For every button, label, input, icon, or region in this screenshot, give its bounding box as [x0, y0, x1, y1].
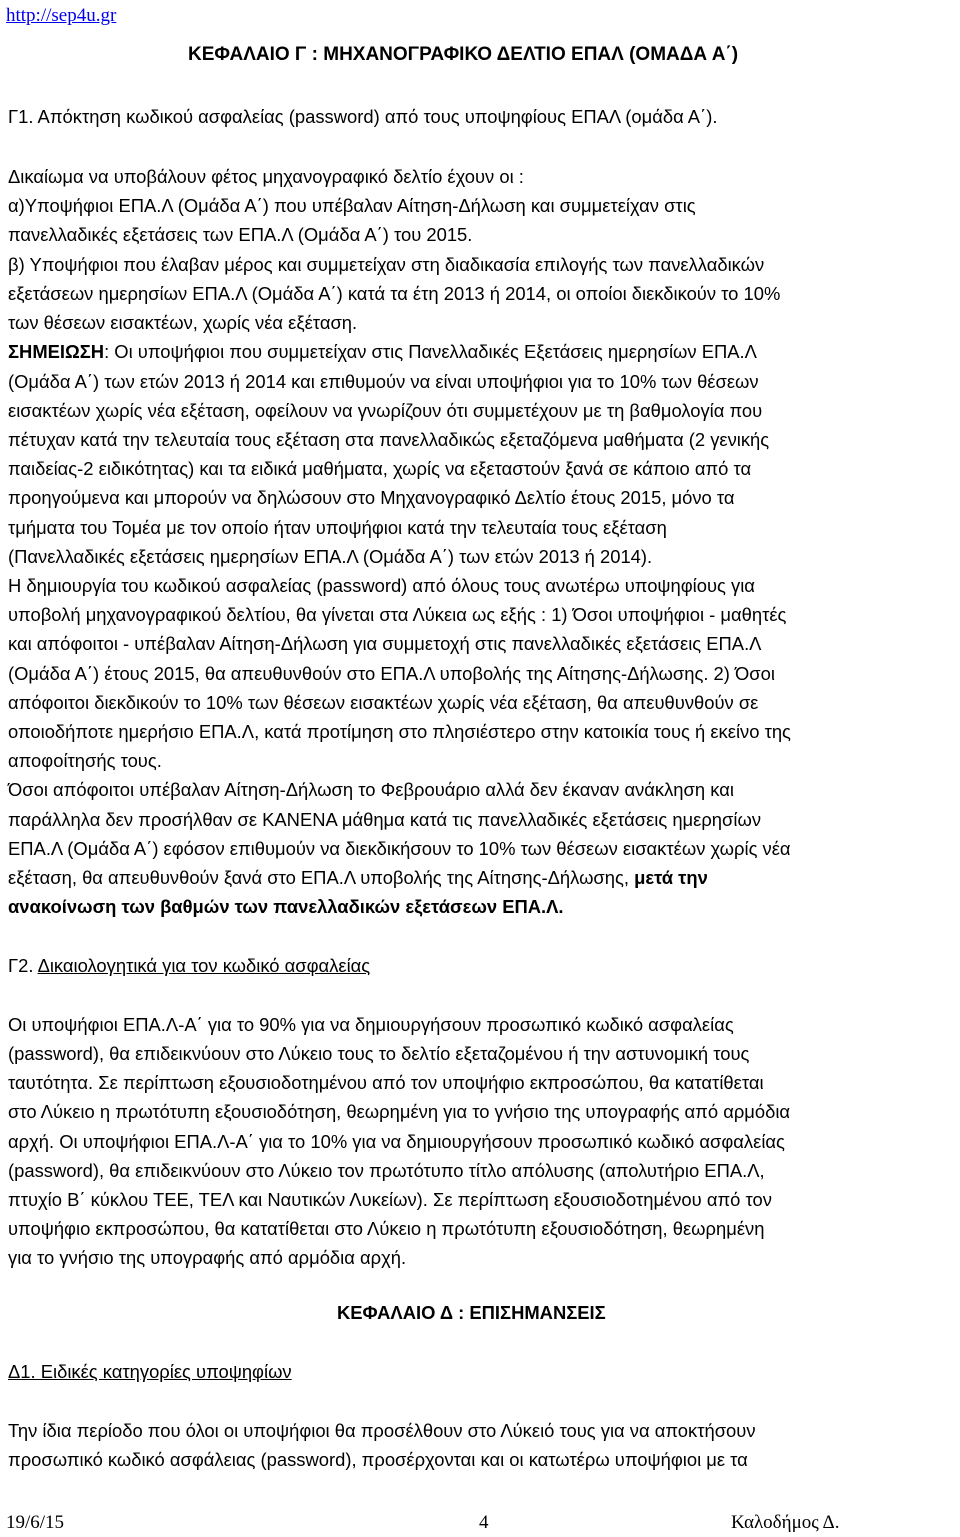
- text-line: Οι υποψήφιοι ΕΠΑ.Λ-Α΄ για το 90% για να δημιουργήσουν προσωπικό κωδικό ασφαλείας: [8, 1014, 734, 1035]
- text-line: υποβολή μηχανογραφικού δελτίου, θα γίνεται στα Λύκεια ως εξής : 1) Όσοι υποψήφιοι - μαθητές: [8, 604, 787, 625]
- text-line: [8, 867, 708, 889]
- bold-line: ανακοίνωση των βαθμών των πανελλαδικών εξετάσεων ΕΠΑ.Λ.: [8, 896, 564, 917]
- text-line: στο Λύκειο η πρωτότυπη εξουσιοδότηση, θεωρημένη για το γνήσιο της υπογραφής από αρμόδια: [8, 1101, 791, 1122]
- text-line: Η δημιουργία του κωδικού ασφαλείας (password) από όλους τους ανωτέρω υποψηφίους για: [8, 575, 755, 596]
- text-line: εξετάσεων ημερησίων ΕΠΑ.Λ (Ομάδα Α΄) κατά τα έτη 2013 ή 2014, οι οποίοι διεκδικούν το 10%: [8, 283, 781, 304]
- heading-prefix: Γ2.: [8, 955, 38, 976]
- section-d1-heading: Δ1. Ειδικές κατηγορίες υποψηφίων: [8, 1361, 292, 1382]
- text-line: (Ομάδα Α΄) έτους 2015, θα απευθυνθούν στο ΕΠΑ.Λ υποβολής της Αίτησης-Δήλωσης. 2) Όσοι: [8, 663, 775, 684]
- text-line: α)Υποψήφιοι ΕΠΑ.Λ (Ομάδα Α΄) που υπέβαλαν Αίτηση-Δήλωση και συμμετείχαν στις: [8, 195, 696, 216]
- text-line: τμήματα του Τομέα με τον οποίο ήταν υποψήφιοι κατά την τελευταία τους εξέταση: [8, 517, 667, 538]
- text-line: πανελλαδικές εξετάσεις των ΕΠΑ.Λ (Ομάδα Α΄) του 2015.: [8, 224, 473, 245]
- note-label: ΣΗΜΕΙΩΣΗ: [8, 341, 105, 362]
- source-link[interactable]: http://sep4u.gr: [6, 5, 117, 26]
- text-bold: μετά την: [634, 867, 708, 888]
- text-line: παιδείας-2 ειδικότητας) και τα ειδικά μαθήματα, χωρίς να εξεταστούν ξανά σε κάποιο από τα: [8, 458, 752, 479]
- footer-date: 19/6/15: [6, 1512, 65, 1533]
- text-line: προηγούμενα και μπορούν να δηλώσουν στο Μηχανογραφικό Δελτίο έτους 2015, μόνο τα: [8, 487, 735, 508]
- footer-author: Καλοδήμος Δ.: [731, 1512, 840, 1533]
- text-line: ΕΠΑ.Λ (Ομάδα Α΄) εφόσον επιθυμούν να διεκδικήσουν το 10% των θέσεων εισακτέων χωρίς νέα: [8, 838, 791, 859]
- chapter-g-title: ΚΕΦΑΛΑΙΟ Γ : ΜΗΧΑΝΟΓΡΑΦΙΚΟ ΔΕΛΤΙΟ ΕΠΑΛ (ΟΜΑΔΑ Α΄): [188, 44, 739, 65]
- text-line: των θέσεων εισακτέων, χωρίς νέα εξέταση.: [8, 312, 358, 333]
- text-line: απόφοιτοι διεκδικούν το 10% των θέσεων εισακτέων χωρίς νέα εξέταση, θα απευθυνθούν σε: [8, 692, 759, 713]
- note-text: : Οι υποψήφιοι που συμμετείχαν στις Πανελλαδικές Εξετάσεις ημερησίων ΕΠΑ.Λ: [104, 341, 757, 362]
- note-line: [8, 341, 757, 363]
- text-line: για το γνήσιο της υπογραφής από αρμόδια αρχή.: [8, 1247, 407, 1268]
- text-line: παράλληλα δεν προσήλθαν σε ΚΑΝΕΝΑ μάθημα κατά τις πανελλαδικές εξετάσεις ημερησίων: [8, 809, 762, 830]
- text-line: προσωπικό κωδικό ασφάλειας (password), προσέρχονται και οι κατωτέρω υποψήφιοι με τα: [8, 1449, 748, 1470]
- text-line: πτυχίο Β΄ κύκλου ΤΕΕ, ΤΕΛ και Ναυτικών Λυκείων). Σε περίπτωση εξουσιοδοτημένου από τον: [8, 1189, 772, 1210]
- text-line: αρχή. Οι υποψήφιοι ΕΠΑ.Λ-Α΄ για το 10% για να δημιουργήσουν προσωπικό κωδικό ασφαλείας: [8, 1131, 785, 1152]
- section-g2-heading: [8, 955, 370, 977]
- text-plain: εξέταση, θα απευθυνθούν ξανά στο ΕΠΑ.Λ υποβολής της Αίτησης-Δήλωσης,: [8, 867, 635, 888]
- text-line: Την ίδια περίοδο που όλοι οι υποψήφιοι θα προσέλθουν στο Λύκειό τους για να αποκτήσουν: [8, 1420, 756, 1441]
- text-line: ταυτότητα. Σε περίπτωση εξουσιοδοτημένου από τον υποψήφιο εκπροσώπου, θα κατατίθεται: [8, 1072, 764, 1093]
- chapter-d-title: ΚΕΦΑΛΑΙΟ Δ : ΕΠΙΣΗΜΑΝΣΕΙΣ: [337, 1302, 606, 1323]
- text-line: και απόφοιτοι - υπέβαλαν Αίτηση-Δήλωση για συμμετοχή στις πανελλαδικές εξετάσεις ΕΠΑ.Λ: [8, 633, 762, 654]
- text-line: Όσοι απόφοιτοι υπέβαλαν Αίτηση-Δήλωση το Φεβρουάριο αλλά δεν έκαναν ανάκληση και: [8, 779, 734, 800]
- text-line: (password), θα επιδεικνύουν στο Λύκειο τον πρωτότυπο τίτλο απόλυσης (απολυτήριο ΕΠΑ.Λ,: [8, 1160, 765, 1181]
- text-line: οποιοδήποτε ημερήσιο ΕΠΑ.Λ, κατά προτίμηση στο πλησιέστερο στην κατοικία τους ή εκείνο της: [8, 721, 791, 742]
- text-line: πέτυχαν κατά την τελευταία τους εξέταση στα πανελλαδικώς εξεταζόμενα μαθήματα (2 γενικής: [8, 429, 770, 450]
- text-line: (Πανελλαδικές εξετάσεις ημερησίων ΕΠΑ.Λ (Ομάδα Α΄) των ετών 2013 ή 2014).: [8, 546, 653, 567]
- text-line: β) Υποψήφιοι που έλαβαν μέρος και συμμετείχαν στη διαδικασία επιλογής των πανελλαδικών: [8, 254, 765, 275]
- section-g1-heading: Γ1. Απόκτηση κωδικού ασφαλείας (password) από τους υποψηφίους ΕΠΑΛ (ομάδα Α΄).: [8, 106, 718, 127]
- text-line: υποψήφιο εκπροσώπου, θα κατατίθεται στο Λύκειο η πρωτότυπη εξουσιοδότηση, θεωρημένη: [8, 1218, 765, 1239]
- text-line: Δικαίωμα να υποβάλουν φέτος μηχανογραφικό δελτίο έχουν οι :: [8, 166, 524, 187]
- text-line: αποφοίτησής τους.: [8, 750, 162, 771]
- footer-page-number: 4: [479, 1512, 489, 1533]
- heading-underlined: Δικαιολογητικά για τον κωδικό ασφαλείας: [37, 955, 371, 976]
- text-line: (password), θα επιδεικνύουν στο Λύκειο τους το δελτίο εξεταζομένου ή την αστυνομική τους: [8, 1043, 750, 1064]
- text-line: (Ομάδα Α΄) των ετών 2013 ή 2014 και επιθυμούν να είναι υποψήφιοι για το 10% των θέσεων: [8, 371, 759, 392]
- text-line: εισακτέων χωρίς νέα εξέταση, οφείλουν να γνωρίζουν ότι συμμετέχουν με τη βαθμολογία που: [8, 400, 763, 421]
